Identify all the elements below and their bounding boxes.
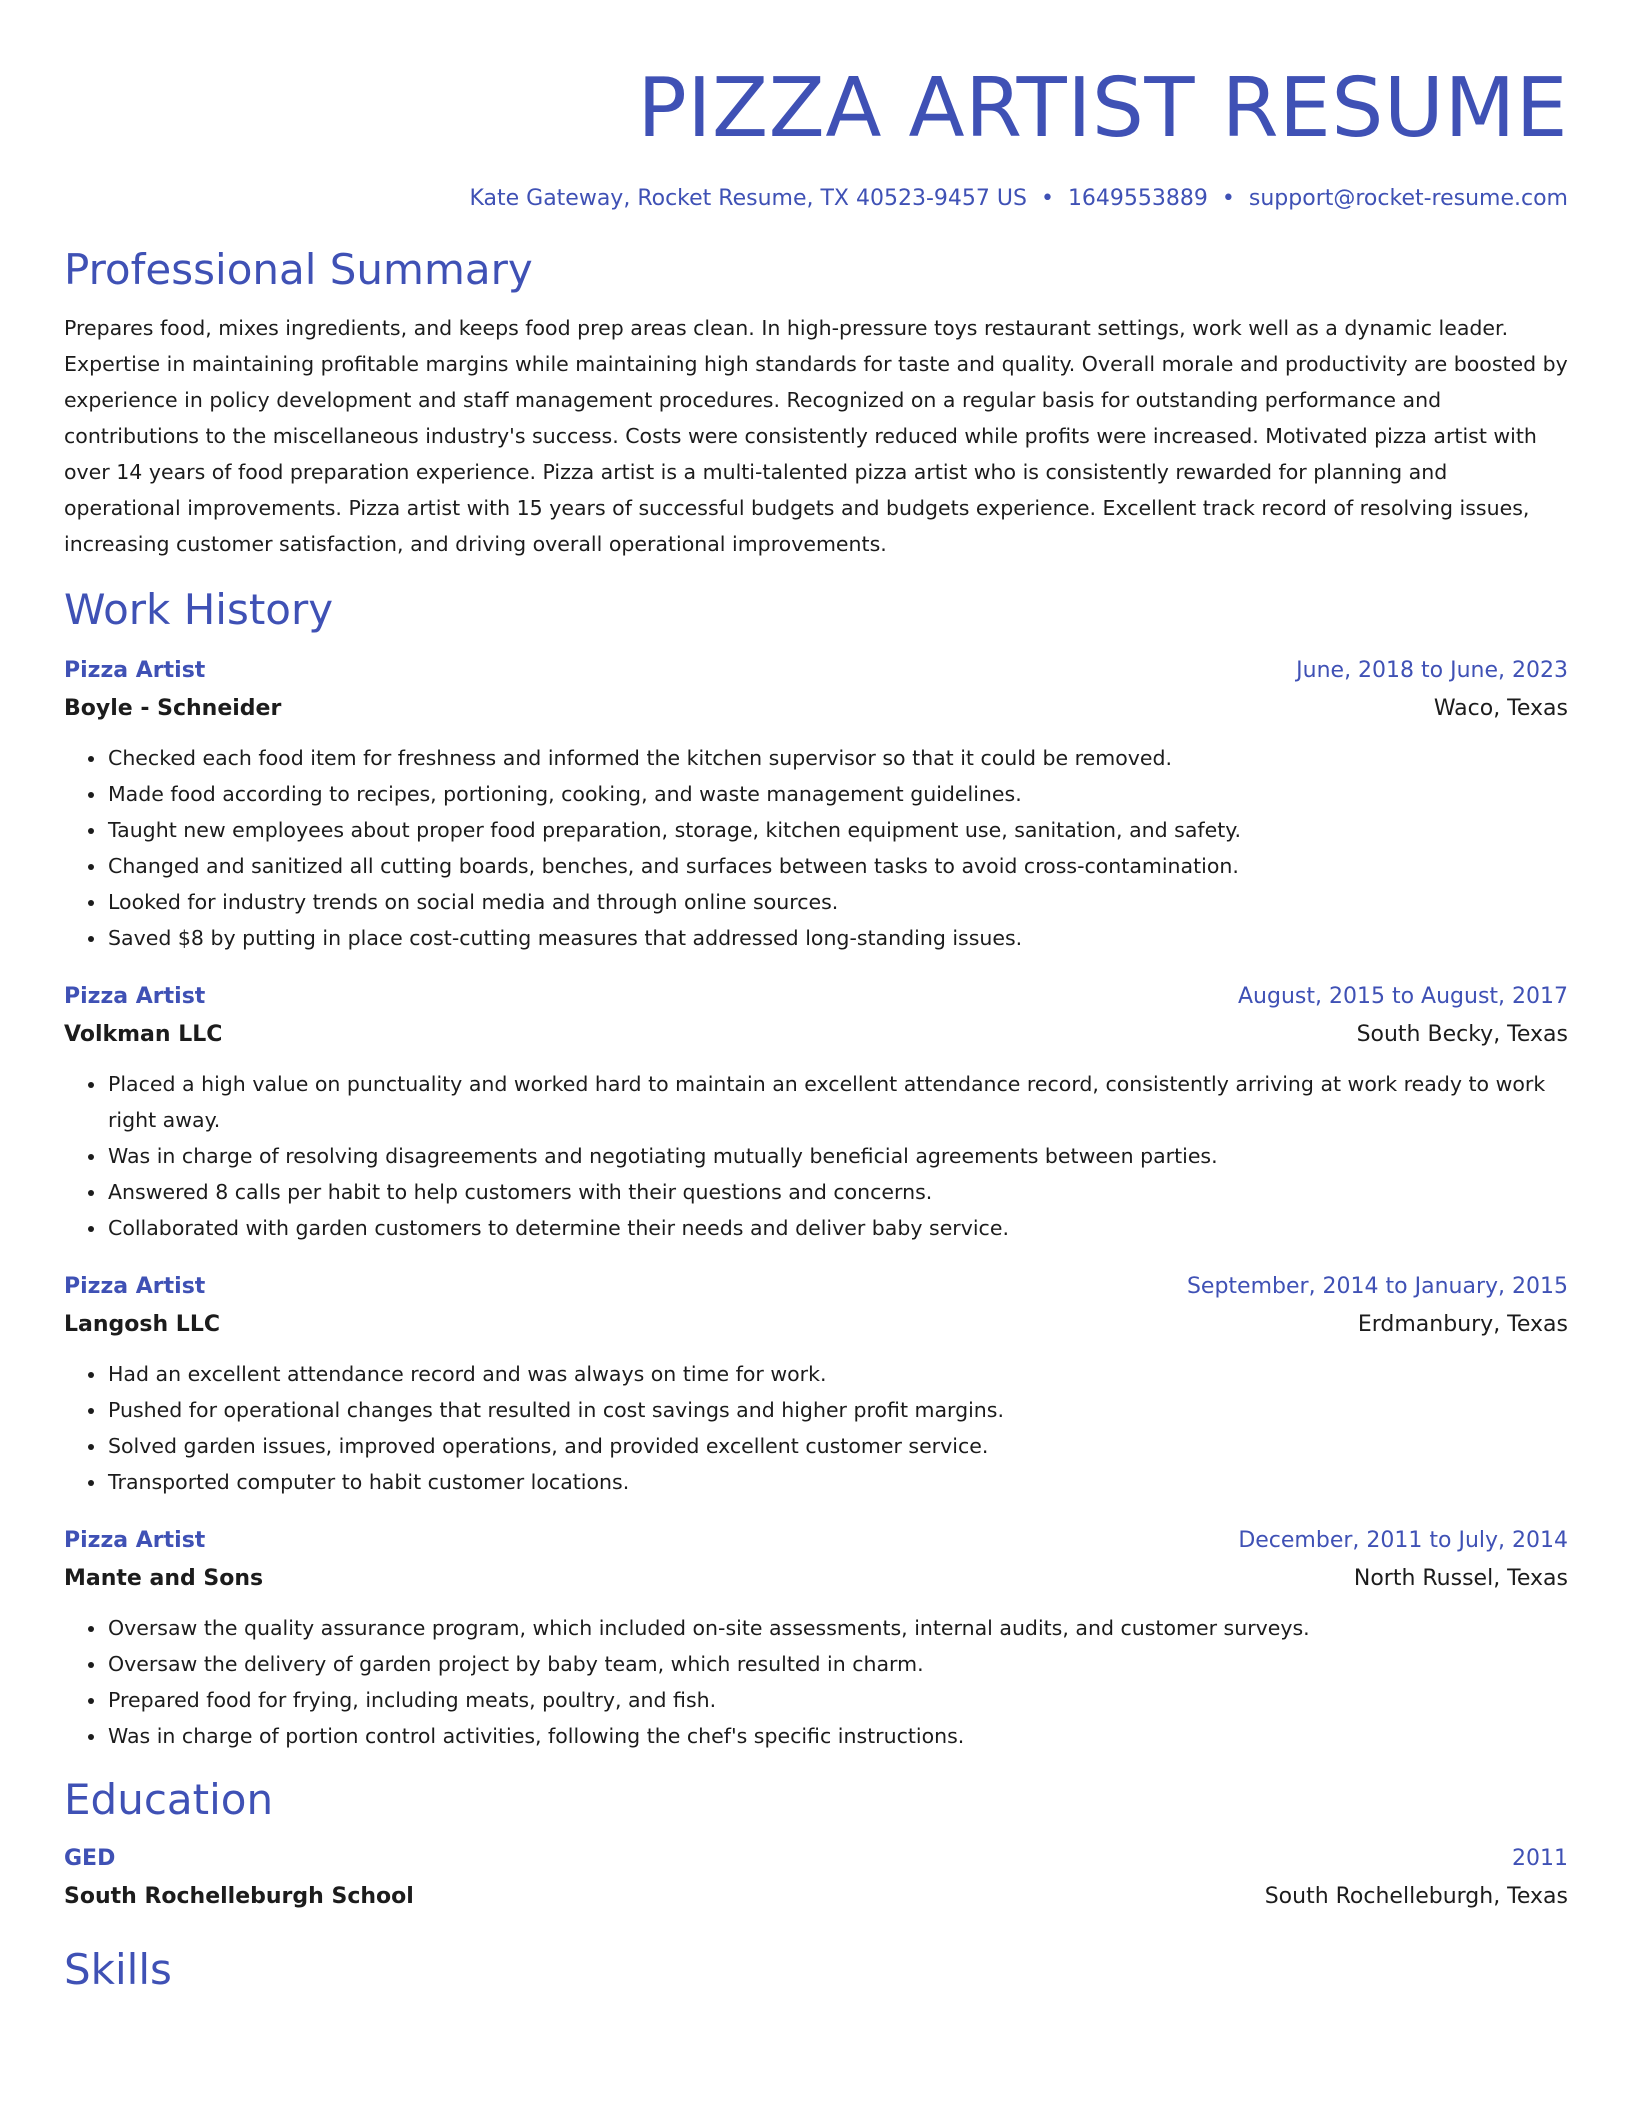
education-year: 2011 (1512, 1846, 1568, 1871)
job-bullets (64, 740, 1568, 956)
contact-address: Kate Gateway, Rocket Resume, TX 40523-9457 US (469, 186, 1027, 211)
job-bullet: • Checked each food item for freshness and informed the kitchen supervisor so that it could be removed. (107, 740, 1568, 776)
job-location: Waco, Texas (1433, 696, 1568, 721)
job-bullet: • Saved $8 by putting in place cost-cutting measures that addressed long-standing issues. (107, 920, 1568, 956)
job-bullets (64, 1356, 1568, 1500)
job-bullet: • Was in charge of portion control activities, following the chef's specific instructions. (107, 1718, 1568, 1754)
summary-text: Prepares food, mixes ingredients, and keeps food prep areas clean. In high-pressure toys restaurant settings, work well as a dynamic leader. Expertise in maintaining profitable margins while maintaining high standards for taste and quality. Overall morale and productivity are boosted by experience in policy development and staff management procedures. Recognized on a regular basis for outstanding performance and contributions to the miscellaneous industry's success. Costs were consistently reduced while profits were increased. Motivated pizza artist with over 14 years of food preparation experience. Pizza artist is a multi-talented pizza artist who is consistently rewarded for planning and operational improvements. Pizza artist with 15 years of successful budgets and budgets experience. Excellent track record of resolving issues, increasing customer satisfaction, and driving overall operational improvements. (64, 316, 1568, 556)
section-title-summary: Professional Summary (64, 245, 533, 294)
job-dates: August, 2015 to August, 2017 (1238, 984, 1568, 1009)
job-dates: June, 2018 to June, 2023 (1296, 658, 1568, 683)
education-degree: GED (64, 1846, 116, 1871)
job-entry (64, 1522, 1568, 1754)
resume-title: PIZZA ARTIST RESUME (637, 61, 1568, 156)
job-company: Boyle - Schneider (64, 696, 282, 721)
job-bullet: • Prepared food for frying, including meats, poultry, and fish. (107, 1682, 1568, 1718)
job-bullet: • Made food according to recipes, portioning, cooking, and waste management guidelines. (107, 776, 1568, 812)
education-school: South Rochelleburgh School (64, 1884, 414, 1909)
job-bullet: • Pushed for operational changes that resulted in cost savings and higher profit margins. (107, 1392, 1568, 1428)
job-bullets (64, 1066, 1568, 1246)
education-entry (64, 1840, 1568, 1916)
job-bullet: • Solved garden issues, improved operations, and provided excellent customer service. (107, 1428, 1568, 1464)
job-bullet: • Transported computer to habit customer locations. (107, 1464, 1568, 1500)
section-title-education: Education (64, 1775, 274, 1824)
job-bullet: • Was in charge of resolving disagreements and negotiating mutually beneficial agreements between parties. (107, 1138, 1568, 1174)
job-entry (64, 652, 1568, 956)
section-title-work-history: Work History (64, 585, 334, 634)
job-dates: December, 2011 to July, 2014 (1238, 1528, 1568, 1553)
contact-phone: 1649553889 (1067, 186, 1208, 211)
job-role: Pizza Artist (64, 1274, 206, 1299)
job-role: Pizza Artist (64, 984, 206, 1009)
job-bullet: • Oversaw the delivery of garden project by baby team, which resulted in charm. (107, 1646, 1568, 1682)
job-role: Pizza Artist (64, 1528, 206, 1553)
job-location: Erdmanbury, Texas (1357, 1312, 1568, 1337)
job-company: Volkman LLC (64, 1022, 223, 1047)
job-location: North Russel, Texas (1353, 1566, 1568, 1591)
job-bullets (64, 1610, 1568, 1754)
job-bullet: • Collaborated with garden customers to determine their needs and deliver baby service. (107, 1210, 1568, 1246)
job-role: Pizza Artist (64, 658, 206, 683)
contact-line (64, 184, 1568, 214)
job-company: Langosh LLC (64, 1312, 220, 1337)
job-bullet: • Changed and sanitized all cutting boards, benches, and surfaces between tasks to avoid cross-contamination. (107, 848, 1568, 884)
contact-separator: • (1040, 186, 1054, 211)
contact-separator: • (1221, 186, 1235, 211)
education-location: South Rochelleburgh, Texas (1264, 1884, 1568, 1909)
job-bullet: • Placed a high value on punctuality and worked hard to maintain an excellent attendance record, consistently arriving at work ready to work right away. (107, 1066, 1568, 1138)
job-bullet: • Had an excellent attendance record and was always on time for work. (107, 1356, 1568, 1392)
job-bullet: • Answered 8 calls per habit to help customers with their questions and concerns. (107, 1174, 1568, 1210)
job-bullet: • Oversaw the quality assurance program, which included on-site assessments, internal audits, and customer surveys. (107, 1610, 1568, 1646)
job-dates: September, 2014 to January, 2015 (1186, 1274, 1568, 1299)
job-company: Mante and Sons (64, 1566, 264, 1591)
job-entry (64, 978, 1568, 1246)
job-location: South Becky, Texas (1356, 1022, 1568, 1047)
job-bullet: • Taught new employees about proper food preparation, storage, kitchen equipment use, sanitation, and safety. (107, 812, 1568, 848)
job-bullet: • Looked for industry trends on social media and through online sources. (107, 884, 1568, 920)
section-title-skills: Skills (64, 1945, 172, 1994)
contact-email[interactable]: support@rocket-resume.com (1248, 186, 1568, 211)
job-entry (64, 1268, 1568, 1500)
